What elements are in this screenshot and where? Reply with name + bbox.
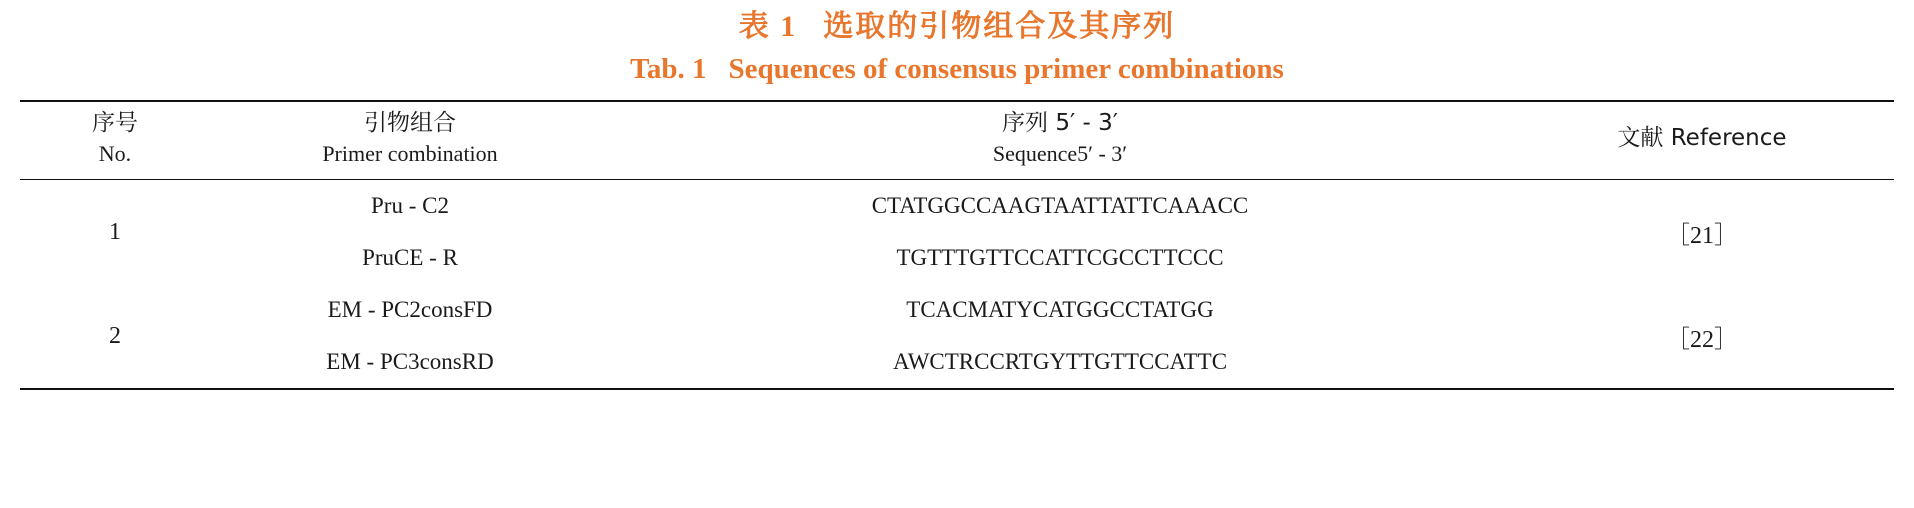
sequence-text: TGTTTGTTCCATTCGCCTTCCC [896, 245, 1224, 271]
cell-sequence-1b [610, 232, 1510, 284]
table-header [20, 101, 1894, 179]
table-title-chinese-text: 选取的引物组合及其序列 [823, 9, 1176, 44]
table-title-english-text: Sequences of consensus primer combinations [728, 52, 1284, 85]
header-reference-label: 文献 Reference [1617, 125, 1787, 152]
header-cell-no [20, 101, 210, 179]
cell-sequence-2a [610, 284, 1510, 336]
header-cell-reference [1510, 101, 1894, 179]
cell-no-1: 1 [20, 180, 210, 285]
sequence-text: TCACMATYCATGGCCTATGG [906, 297, 1214, 323]
table-number-chinese: 表 1 [738, 10, 798, 43]
header-cell-sequence [610, 101, 1510, 179]
combination-text: PruCE - R [362, 245, 458, 271]
combination-text: EM - PC3consRD [326, 349, 494, 375]
header-combination-english: Primer combination [322, 141, 498, 167]
table-number-english: Tab. 1 [630, 52, 707, 85]
cell-reference-2: ［22］ [1666, 326, 1738, 353]
table-body [20, 180, 1894, 390]
header-sequence-english: Sequence5′ - 3′ [992, 141, 1128, 167]
cell-combination-2b [210, 336, 610, 389]
table-row [20, 180, 1894, 233]
header-cell-combination [210, 101, 610, 179]
sequence-text: CTATGGCCAAGTAATTATTCAAACC [871, 193, 1249, 219]
cell-sequence-1a [610, 180, 1510, 233]
header-no-english: No. [98, 141, 132, 167]
cell-reference-1: ［21］ [1510, 180, 1894, 285]
cell-combination-1a [210, 180, 610, 233]
combination-text: EM - PC2consFD [327, 297, 493, 323]
primer-combinations-table [20, 100, 1894, 390]
sequence-text: AWCTRCCRTGYTTGTTCCATTC [892, 349, 1228, 375]
table-header-row [20, 101, 1894, 179]
table-title-chinese [0, 8, 1914, 46]
header-sequence-chinese: 序列 5′ - 3′ [1002, 110, 1118, 137]
table-title-english [0, 52, 1914, 87]
table-row [20, 284, 1894, 336]
cell-combination-2a [210, 284, 610, 336]
table-figure [0, 8, 1914, 508]
cell-sequence-2b [610, 336, 1510, 389]
header-combination-chinese: 引物组合 [364, 110, 456, 137]
combination-text: Pru - C2 [371, 193, 449, 219]
cell-combination-1b [210, 232, 610, 284]
cell-no-2: 2 [109, 322, 121, 349]
header-no-chinese: 序号 [92, 110, 138, 137]
